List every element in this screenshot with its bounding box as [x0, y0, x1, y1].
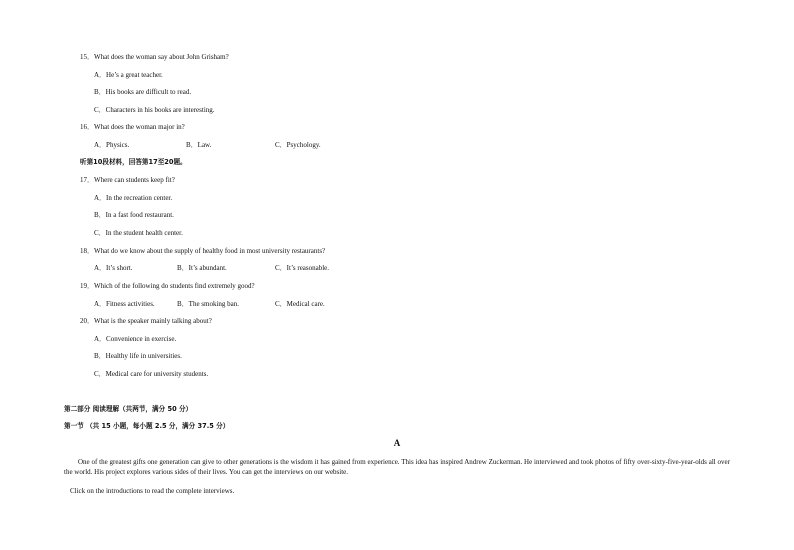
question-19-stem: 19．Which of the following do students find extremely good? — [80, 282, 255, 290]
question-19-option-b: B．The smoking ban. — [177, 300, 240, 308]
question-20-stem: 20．What is the speaker mainly talking about? — [80, 317, 212, 325]
question-19-option-a: A．Fitness activities. — [94, 300, 155, 308]
question-15-stem: 15．What does the woman say about John Grisham? — [80, 53, 229, 61]
question-20-option-b: B．Healthy life in universities. — [94, 352, 182, 360]
passage-title: A — [393, 438, 401, 448]
question-16-option-b: B．Law. — [186, 141, 212, 149]
question-18-option-c: C．It’s reasonable. — [275, 264, 330, 272]
question-16-option-a: A．Physics. — [94, 141, 130, 149]
question-18-option-a: A．It’s short. — [94, 264, 133, 272]
question-19-option-c: C．Medical care. — [275, 300, 325, 308]
question-18-stem: 18．What do we know about the supply of healthy food in most university restaurants? — [80, 247, 326, 255]
question-18-option-b: B．It’s abundant. — [177, 264, 227, 272]
question-15-option-c: C．Characters in his books are interesting. — [94, 106, 215, 114]
question-17-option-a: A．In the recreation center. — [94, 194, 173, 202]
passage-paragraph-2: Click on the introductions to read the complete interviews. — [70, 487, 235, 495]
question-20-option-c: C．Medical care for university students. — [94, 370, 209, 378]
question-16-stem: 16．What does the woman major in? — [80, 123, 185, 131]
question-15-option-a: A．He’s a great teacher. — [94, 71, 163, 79]
question-15-option-b: B．His books are difficult to read. — [94, 88, 192, 96]
passage-paragraph-1: One of the greatest gifts one generation can give to other generations is the wisdom it has gained from experience. This idea has inspired Andrew Zuckerman. He interviewed and took photos of fifty over-sixty-five-year-olds all over the world. His project explores various sides of their lives. You can get the interviews on our website. — [64, 458, 730, 476]
question-17-option-c: C．In the student health center. — [94, 229, 183, 237]
question-17-option-b: B．In a fast food restaurant. — [94, 211, 174, 219]
section-1-heading: 第一节 （共 15 小题，每小题 2.5 分，满分 37.5 分） — [64, 422, 230, 430]
listening-section-note: 听第10段材料，回答第17至20题。 — [80, 158, 187, 166]
part-2-heading: 第二部分 阅读理解（共两节，满分 50 分） — [64, 405, 193, 413]
question-16-option-c: C．Psychology. — [275, 141, 321, 149]
question-20-option-a: A．Convenience in exercise. — [94, 335, 177, 343]
question-17-stem: 17．Where can students keep fit? — [80, 176, 175, 184]
